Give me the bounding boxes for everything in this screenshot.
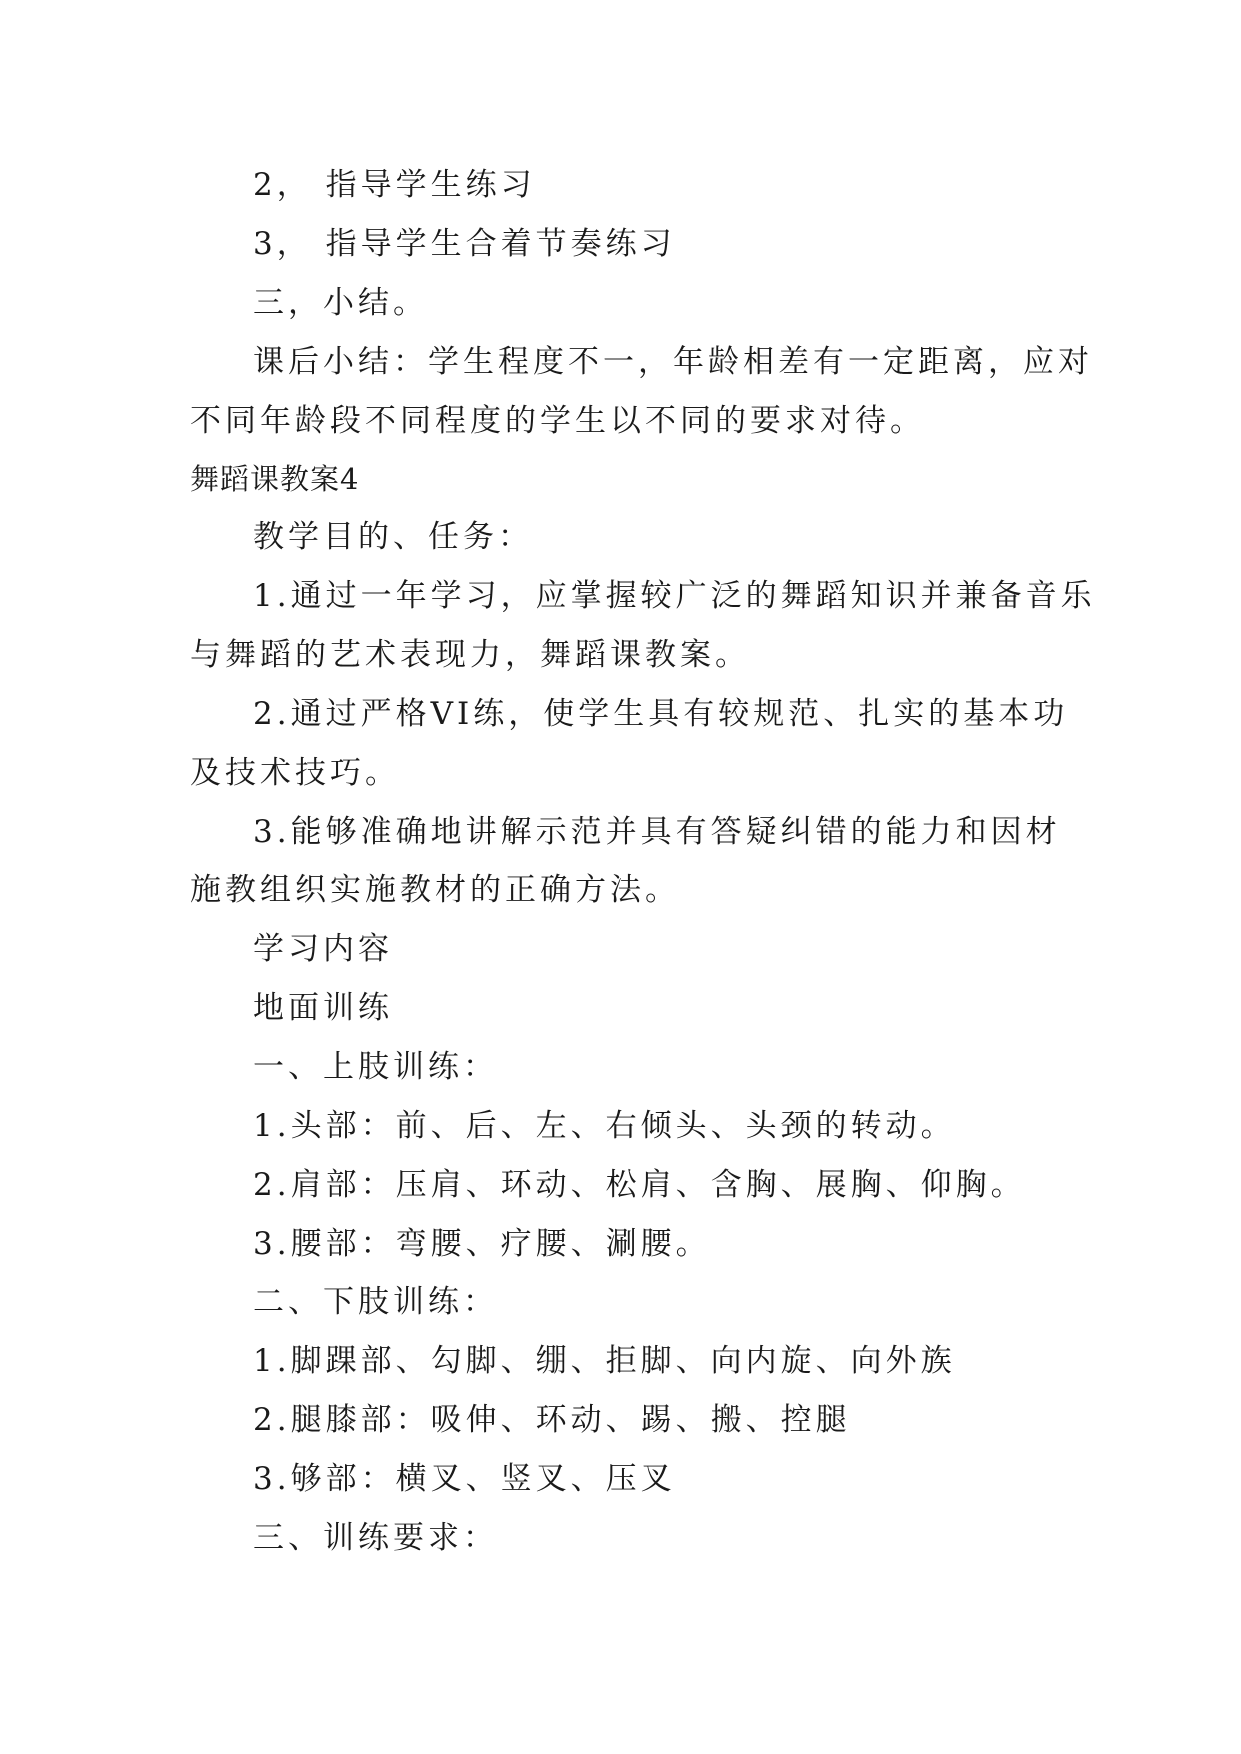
list-item: 1.脚踝部、勾脚、绷、拒脚、向内旋、向外族 [253, 1343, 956, 1379]
list-item: 3.腰部：弯腰、疗腰、涮腰。 [253, 1226, 711, 1262]
paragraph-line: 2.通过严格VI练，使学生具有较规范、扎实的基本功 [253, 696, 1069, 732]
paragraph-line: 不同年龄段不同程度的学生以不同的要求对待。 [190, 403, 925, 439]
paragraph-line: 1.通过一年学习，应掌握较广泛的舞蹈知识并兼备音乐 [253, 578, 1096, 614]
paragraph-line: 学习内容 [253, 931, 393, 967]
paragraph-line: 及技术技巧。 [190, 755, 400, 791]
paragraph-line: 课后小结：学生程度不一，年龄相差有一定距离，应对 [253, 344, 1093, 380]
paragraph-line: 教学目的、任务： [253, 519, 533, 555]
section-summary: 三，小结。 [253, 285, 428, 321]
list-item-2: 2， 指导学生练习 [253, 167, 536, 203]
list-item: 2.腿膝部：吸伸、环动、踢、搬、控腿 [253, 1402, 851, 1438]
paragraph-line: 地面训练 [253, 990, 393, 1026]
list-item: 3.够部：横叉、竖叉、压叉 [253, 1461, 676, 1497]
section-heading: 一、上肢训练： [253, 1049, 498, 1085]
section-heading: 三、训练要求： [253, 1520, 498, 1556]
section-heading: 二、下肢训练： [253, 1284, 498, 1320]
list-item: 2.肩部：压肩、环动、松肩、含胸、展胸、仰胸。 [253, 1167, 1026, 1203]
lesson-heading: 舞蹈课教案4 [190, 462, 360, 496]
list-item-3: 3， 指导学生合着节奏练习 [253, 226, 676, 262]
paragraph-line: 3.能够准确地讲解示范并具有答疑纠错的能力和因材 [253, 814, 1061, 850]
list-item: 1.头部：前、后、左、右倾头、头颈的转动。 [253, 1108, 956, 1144]
paragraph-line: 与舞蹈的艺术表现力，舞蹈课教案。 [190, 637, 750, 673]
paragraph-line: 施教组织实施教材的正确方法。 [190, 872, 680, 908]
